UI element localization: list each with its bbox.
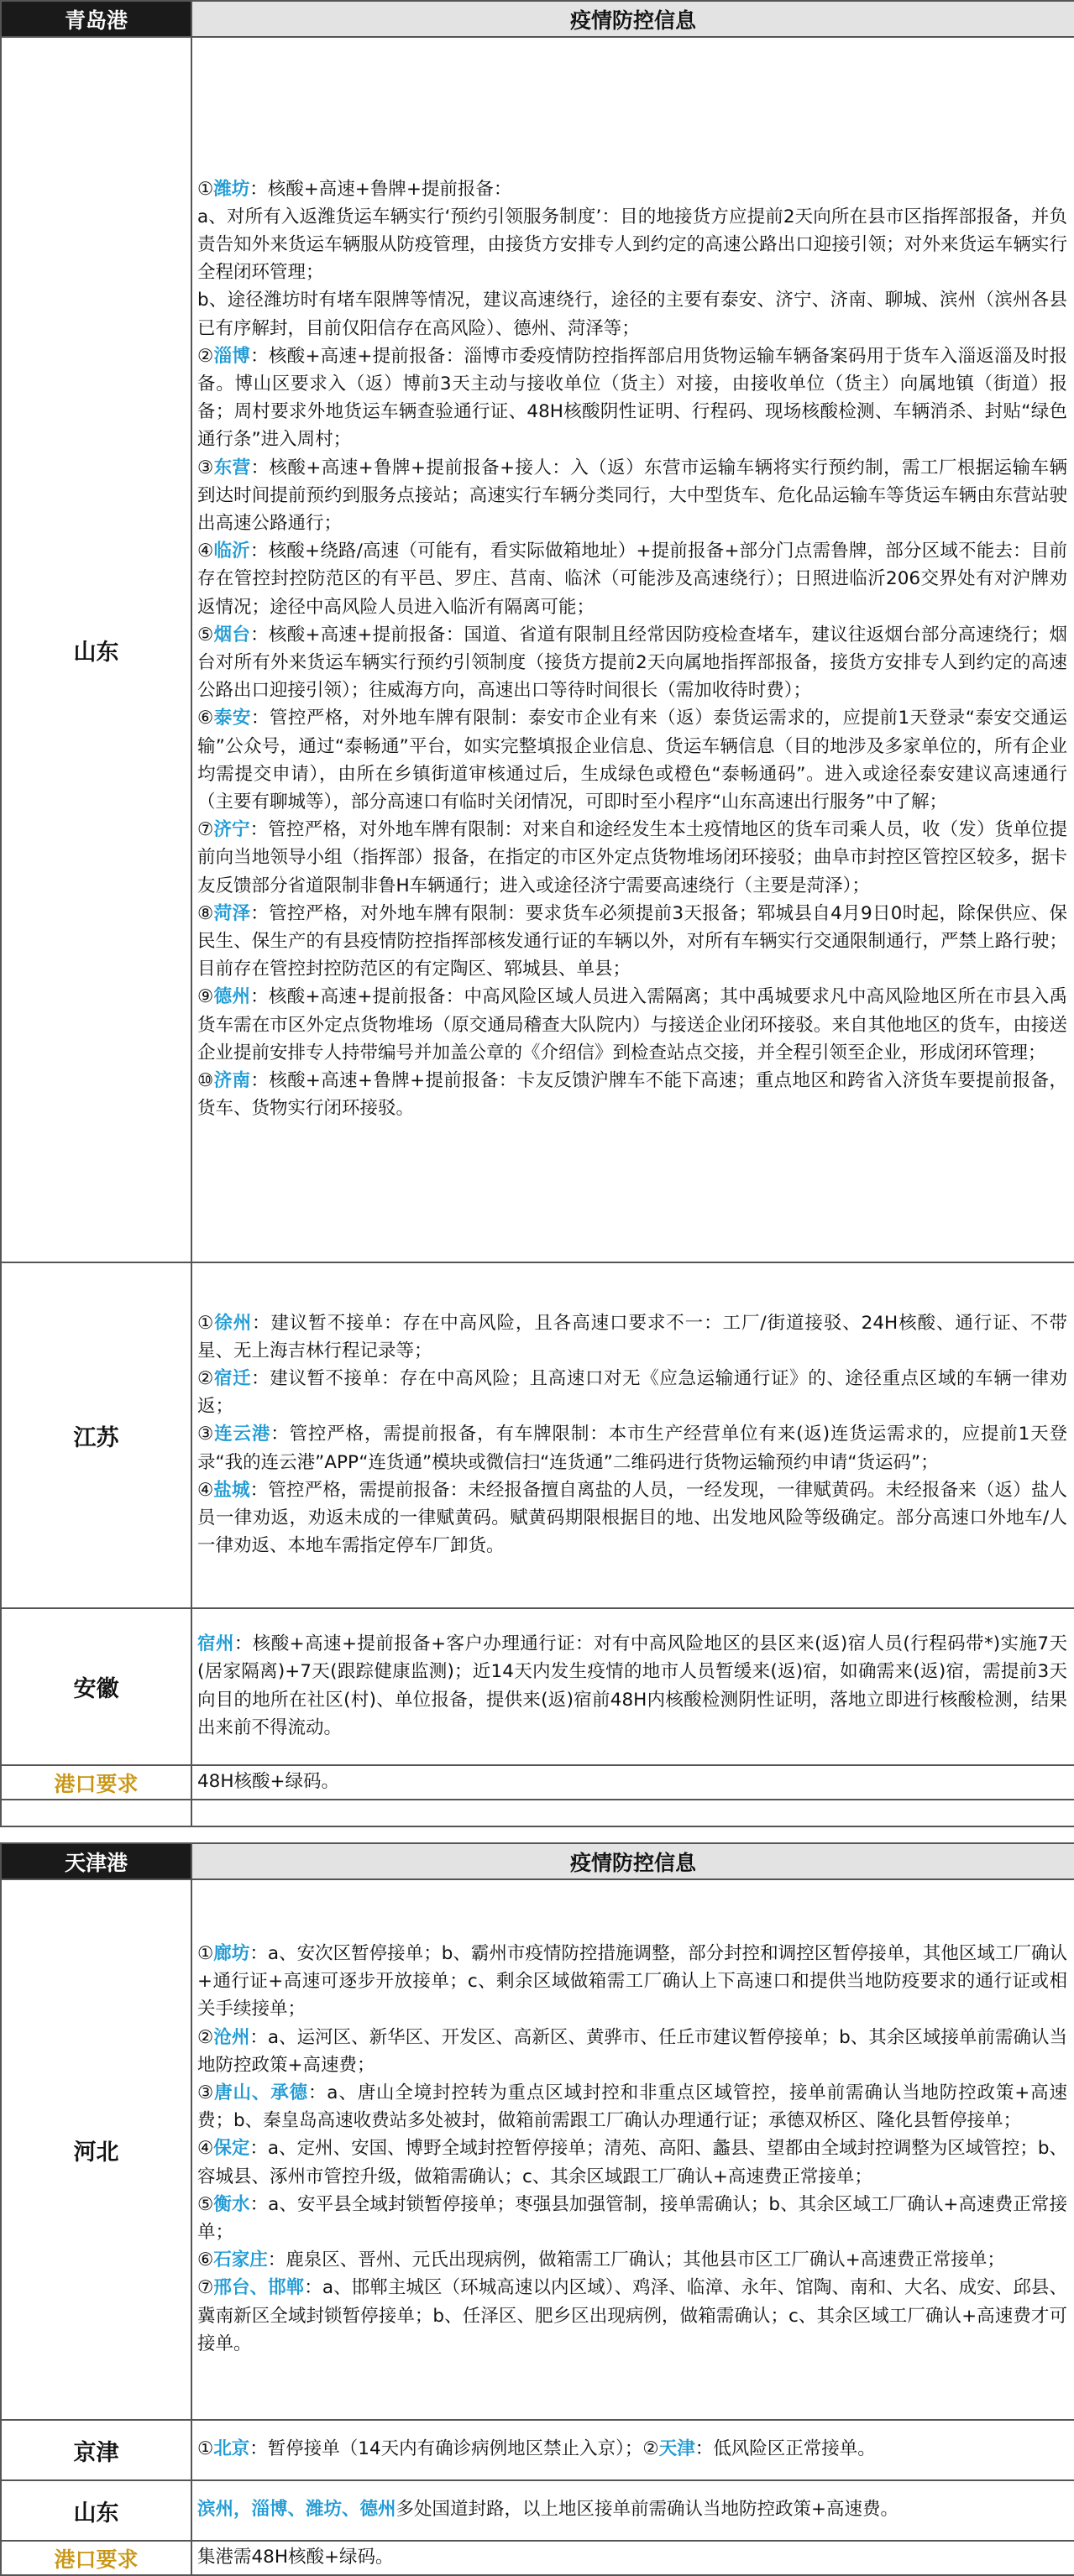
info-title: 疫情防控信息 <box>191 1843 1074 1879</box>
list-item <box>197 2079 1067 2134</box>
item-text: ：a、定州、安国、博野全域封控暂停接单；清苑、高阳、蠡县、望都由全域封控调整为区域管控；b、容城县、涿州市管控升级，做箱需确认；c、其余区域跟工厂确认+高速费正常接单； <box>197 2138 1067 2187</box>
region-name: 山东 <box>1 2480 191 2541</box>
item-text: ：核酸+绕路/高速（可能有，看实际做箱地址）+提前报备+部分门点需鲁牌，部分区域不能去：目前存在管控封控防范区的有平邑、罗庄、莒南、临沭（可能涉及高速绕行）；日照进临沂206交界处有对沪牌劝返情况；途径中高风险人员进入临沂有隔离可能； <box>197 541 1068 618</box>
city-name: 淄博 <box>213 345 251 367</box>
region-content <box>191 1262 1074 1608</box>
item-number: ① <box>197 1312 215 1334</box>
region-content <box>191 2480 1074 2541</box>
list-item <box>197 2274 1067 2358</box>
city-name: 邢台、邯郸 <box>213 2277 305 2299</box>
item-number: ① <box>197 1942 214 1964</box>
item-number: ⑤ <box>197 2193 214 2215</box>
port-name: 天津港 <box>1 1843 191 1879</box>
item-text: ：建议暂不接单：存在中高风险；且高速口对无《应急运输通行证》的、途径重点区域的车辆一律劝返； <box>197 1367 1067 1418</box>
item-text: ：a、安次区暂停接单；b、霸州市疫情防控措施调整，部分封控和调控区暂停接单，其他区域工厂确认+通行证+高速可逐步开放接单；c、剩余区域做箱需工厂确认上下高速口和提供当地防疫要求的通行证或相关手续接单； <box>197 1942 1067 2020</box>
item-text: ：鹿泉区、晋州、元氏出现病例，做箱需工厂确认；其他县市区工厂确认+高速费正常接单； <box>267 2249 1005 2271</box>
list-item <box>197 816 1067 900</box>
list-item <box>197 704 1067 816</box>
item-text: ：管控严格，需提前报备，有车牌限制：本市生产经营单位有来(返)连货运需求的，应提前1天登录“我的连云港”APP“连货通”模块或微信扫“连货通”二维码进行货物运输预约申请“货运码”； <box>197 1424 1067 1473</box>
port-requirement-text: 48H核酸+绿码。 <box>191 1765 1074 1800</box>
city-name: 临沂 <box>213 541 250 562</box>
item-text: ：核酸+高速+鲁牌+提前报备：卡友反馈沪牌车不能下高速；重点地区和跨省入济货车要提前报备，货车、货物实行闭环接驳。 <box>197 1070 1067 1120</box>
city-name: 盐城 <box>213 1479 250 1501</box>
list-item <box>197 621 1067 705</box>
list-item <box>197 2134 1067 2190</box>
list-item <box>197 537 1067 621</box>
city-name: 宿州 <box>197 1633 234 1655</box>
tianjin-port-table <box>0 1842 1074 2576</box>
info-title: 疫情防控信息 <box>191 1 1074 37</box>
item-text: ：管控严格，需提前报备：未经报备擅自离盐的人员，一经发现，一律赋黄码。未经报备来（返）盐人员一律劝返，劝返未成的一律赋黄码。赋黄码期限根据目的地、出发地风险等级确定。部分高速口外地车/人一律劝返、本地车需指定停车厂卸货。 <box>197 1479 1067 1557</box>
item-number: ② <box>197 2026 214 2048</box>
city-name: 滨州，淄博、潍坊、德州 <box>197 2499 396 2521</box>
item-number: ③ <box>197 2082 215 2103</box>
region-content <box>191 1608 1074 1765</box>
item-text: ：核酸+高速+提前报备：淄博市委疫情防控指挥部启用货物运输车辆备案码用于货车入淄返淄及时报备。博山区要求入（返）博前3天主动与接收单位（货主）对接，由接收单位（货主）向属地镇（街道）报备；周村要求外地货运车辆查验通行证、48H核酸阴性证明、行程码、现场核酸检测、车辆消杀、封贴“绿色通行条”进入周村； <box>197 345 1067 451</box>
item-text: ：管控严格，对外地车牌有限制：要求货车必须提前3天报备；郓城县自4月9日0时起，除保供应、保民生、保生产的有县疫情防控指挥部核发通行证的车辆以外，对所有车辆实行交通限制通行，严禁上路行驶；目前存在管控封控防范区的有定陶区、郓城县、单县； <box>197 902 1067 980</box>
item-number: ④ <box>197 541 214 562</box>
item-text: ：核酸+高速+鲁牌+提前报备+接人：入（返）东营市运输车辆将实行预约制，需工厂根据运输车辆到达时间提前预约到服务点接站；高速实行车辆分类同行，大中型货车、危化品运输车等货运车辆由东营站驶出高速公路通行； <box>197 457 1067 534</box>
item-number: ⑦ <box>197 819 214 841</box>
item-number: ⑤ <box>197 624 214 645</box>
item-number: ④ <box>197 2138 214 2160</box>
list-item <box>197 175 1067 342</box>
item-text: ：低风险区正常接单。 <box>694 2438 876 2460</box>
city-name: 泰安 <box>213 708 251 729</box>
item-text: ：核酸+高速+鲁牌+提前报备： a、对所有入返潍货运车辆实行‘预约引领服务制度’：目的地接货方应提前2天向所在县市区指挥部报备，并负责告知外来货运车辆服从防疫管理，由接货方安排专人到约定的高速公路出口迎接引领；对外来货运车辆实行全程闭环管理； b、途径潍坊时有堵车限牌等情况，建议高速绕行，途径的主要有泰安、济宁、济南、聊城、滨州（滨州各县已有序解封，目前仅阳信存在高风险）、德州、菏泽等； <box>197 178 1067 339</box>
city-name: 衡水 <box>213 2193 250 2215</box>
list-item <box>197 1420 1067 1476</box>
item-text: ：建议暂不接单：存在中高风险，且各高速口要求不一：工厂/街道接驳、24H核酸、通行证、不带星、无上海吉林行程记录等； <box>197 1312 1067 1361</box>
region-name: 河北 <box>1 1879 191 2420</box>
port-requirement-text: 集港需48H核酸+绿码。 <box>191 2541 1074 2575</box>
item-number: ④ <box>197 1479 214 1501</box>
item-text: 多处国道封路，以上地区接单前需确认当地防控政策+高速费。 <box>396 2499 899 2521</box>
item-number: ⑧ <box>197 902 214 924</box>
list-item <box>197 983 1067 1067</box>
region-name: 安徽 <box>1 1608 191 1765</box>
city-name: 东营 <box>213 457 251 478</box>
item-number: ① <box>197 178 214 200</box>
region-content <box>191 2420 1074 2480</box>
item-number: ② <box>197 1367 214 1389</box>
city-name: 天津 <box>658 2438 695 2460</box>
item-text: ：管控严格，对外地车牌有限制：对来自和途经发生本土疫情地区的货车司乘人员，收（发）货单位提前向当地领导小组（指挥部）报备，在指定的市区外定点货物堆场闭环接驳；曲阜市封控区管控区较多，据卡友反馈部分省道限制非鲁H车辆通行；进入或途径济宁需要高速绕行（主要是菏泽）； <box>197 819 1067 896</box>
list-item <box>197 900 1067 984</box>
port-requirement-label: 港口要求 <box>1 2541 191 2575</box>
city-name: 济宁 <box>213 819 250 841</box>
region-name: 山东 <box>1 37 191 1262</box>
item-number: ③ <box>197 1424 215 1445</box>
item-number: ③ <box>197 457 214 478</box>
list-item <box>197 2495 1067 2523</box>
city-name: 北京 <box>213 2438 250 2460</box>
city-name: 徐州 <box>214 1312 253 1334</box>
item-text: ：核酸+高速+提前报备：国道、省道有限制且经常因防疫检查堵车，建议往返烟台部分高速绕行；烟台对所有外来货运车辆实行预约引领制度（接货方提前2天向属地指挥部报备，接货方安排专人到约定的高速公路出口迎接引领）；往威海方向，高速出口等待时间很长（需加收待时费）； <box>197 624 1067 702</box>
item-text: ：管控严格，对外地车牌有限制：泰安市企业有来（返）泰货运需求的，应提前1天登录“泰安交通运输”公众号，通过“泰畅通”平台，如实完整填报企业信息、货运车辆信息（目的地涉及多家单位的，所有企业均需提交申请），由所在乡镇街道审核通过后，生成绿色或橙色“泰畅通码”。进入或途径泰安建议高速通行（主要有聊城等），部分高速口有临时关闭情况，可即时至小程序“山东高速出行服务”中了解； <box>197 708 1067 813</box>
region-content <box>191 37 1074 1262</box>
city-name: 济南 <box>213 1070 251 1092</box>
item-number: ⑦ <box>197 2277 214 2299</box>
list-item <box>197 2435 1067 2463</box>
item-number: ② <box>642 2438 659 2460</box>
list-item <box>197 1365 1067 1420</box>
region-content <box>191 1879 1074 2420</box>
item-number: ⑩ <box>197 1070 214 1092</box>
city-name: 石家庄 <box>213 2249 268 2271</box>
city-name: 连云港 <box>214 1424 271 1445</box>
city-name: 潍坊 <box>213 178 250 200</box>
list-item <box>197 1476 1067 1560</box>
list-item <box>197 342 1067 454</box>
item-text: ：核酸+高速+提前报备+客户办理通行证：对有中高风险地区的县区来(返)宿人员(行程码带*)实施7天(居家隔离)+7天(跟踪健康监测)；近14天内发生疫情的地市人员暂缓来(返)宿，如确需来(返)宿，需提前3天向目的地所在社区(村)、单位报备，提供来(返)宿前48H内核酸检测阴性证明，落地立即进行核酸检测，结果出来前不得流动。 <box>197 1633 1067 1738</box>
item-text: ：a、运河区、新华区、开发区、高新区、黄骅市、任丘市建议暂停接单；b、其余区域接单前需确认当地防控政策+高速费； <box>197 2026 1067 2076</box>
list-item <box>197 2246 1067 2274</box>
city-name: 宿迁 <box>213 1367 252 1389</box>
city-name: 德州 <box>213 986 251 1008</box>
city-name: 保定 <box>213 2138 250 2160</box>
item-number: ⑥ <box>197 708 214 729</box>
item-number: ② <box>197 345 214 367</box>
item-text: ：a、安平县全域封锁暂停接单；枣强县加强管制，接单需确认；b、其余区域工厂确认+高速费正常接单； <box>197 2193 1067 2243</box>
city-name: 唐山、承德 <box>214 2082 308 2103</box>
item-text: ：暂停接单（14天内有确诊病例地区禁止入京）； <box>249 2438 643 2460</box>
list-item <box>197 2191 1067 2246</box>
item-text: ：a、唐山全境封控转为重点区域封控和非重点区域管控，接单前需确认当地防控政策+高速费；b、秦皇岛高速收费站多处被封，做箱前需跟工厂确认办理通行证；承德双桥区、隆化县暂停接单； <box>197 2082 1067 2132</box>
item-text: ：核酸+高速+提前报备：中高风险区域人员进入需隔离；其中禹城要求凡中高风险地区所在市县入禹货车需在市区外定点货物堆场（原交通局稽查大队院内）与接送企业闭环接驳。来自其他地区的货车，由接送企业提前安排专人持带编号并加盖公章的《介绍信》到检查站点交接，并全程引领至企业，形成闭环管理； <box>197 986 1067 1063</box>
list-item <box>197 454 1067 538</box>
list-item <box>197 1067 1067 1122</box>
port-requirement-label: 港口要求 <box>1 1765 191 1800</box>
item-number: ⑥ <box>197 2249 214 2271</box>
item-number: ① <box>197 2438 214 2460</box>
region-name: 江苏 <box>1 1262 191 1608</box>
item-text: ：a、邯郸主城区（环城高速以内区域）、鸡泽、临漳、永年、馆陶、南和、大名、成安、邱县、冀南新区全域封锁暂停接单；b、任泽区、肥乡区出现病例，做箱需确认；c、其余区域工厂确认+高速费才可接单。 <box>197 2277 1067 2354</box>
city-name: 菏泽 <box>213 902 251 924</box>
list-item <box>197 1309 1067 1365</box>
list-item <box>197 2024 1067 2079</box>
port-name: 青岛港 <box>1 1 191 37</box>
city-name: 烟台 <box>213 624 251 645</box>
city-name: 沧州 <box>213 2026 250 2048</box>
region-name: 京津 <box>1 2420 191 2480</box>
list-item <box>197 1630 1067 1742</box>
item-number: ⑨ <box>197 986 214 1008</box>
list-item <box>197 1940 1067 2024</box>
city-name: 廊坊 <box>213 1942 250 1964</box>
